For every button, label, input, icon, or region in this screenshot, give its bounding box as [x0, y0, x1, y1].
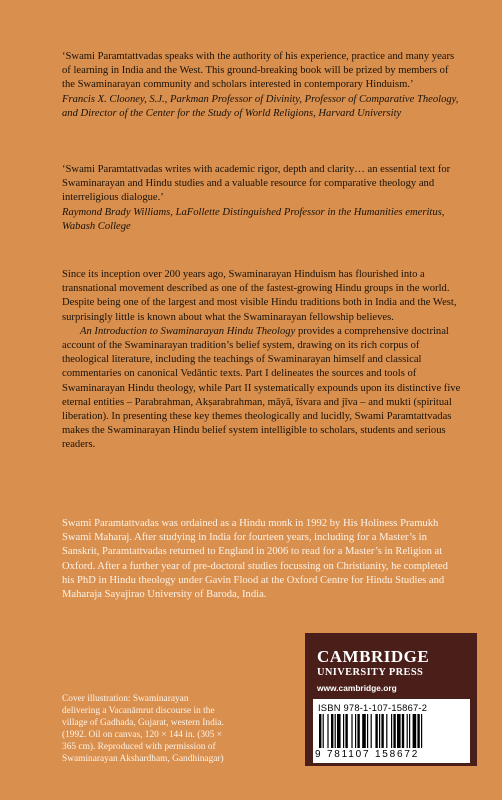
barcode-bar [327, 714, 328, 748]
barcode-bar [393, 714, 395, 748]
barcode-bar [413, 714, 417, 748]
barcode-bar [319, 714, 321, 748]
endorsement-2 [62, 163, 462, 234]
barcode-bar [343, 714, 344, 748]
publisher-url: www.cambridge.org [317, 683, 397, 693]
endorsement-1 [62, 50, 462, 121]
isbn-label: ISBN 978-1-107-15867-2 [318, 702, 428, 713]
barcode-bar [331, 714, 333, 748]
endorsement-quote: ‘Swami Paramtattvadas writes with academic rigor, depth and clarity… an essential text for Swaminarayan and Hindu studies and a valuable resource for comparative theology and interreligious dialogue.’ [62, 164, 451, 204]
barcode-bar [345, 714, 347, 748]
barcode-bars [317, 714, 467, 750]
barcode-bar [367, 714, 368, 748]
barcode-bar [379, 714, 380, 748]
barcode [313, 699, 470, 763]
publisher-subtitle: UNIVERSITY PRESS [317, 667, 424, 678]
barcode-bar [335, 714, 336, 748]
endorsement-attribution: Raymond Brady Williams, LaFollette Distinguished Professor in the Humanities emeritus, Wabash College [62, 206, 445, 232]
barcode-bar [323, 714, 324, 748]
book-title: An Introduction to Swaminarayan Hindu Theology [80, 325, 296, 337]
barcode-bar [371, 714, 372, 748]
publisher-name: CAMBRIDGE [317, 647, 430, 666]
barcode-bar [402, 714, 404, 748]
barcode-bar [407, 714, 408, 748]
barcode-bar [409, 714, 410, 748]
barcode-bar [391, 714, 392, 748]
barcode-bar [355, 714, 356, 748]
barcode-bar [386, 714, 387, 748]
description-paragraph: Since its inception over 200 years ago, Swaminarayan Hinduism has flourished into a transnational movement described as one of the fastest-growing Hindu groups in the world. Despite being one of the largest and most visible Hindu traditions both in India and the West, surprisingly little is known about what the Swaminarayan fellowship believes. [62, 269, 457, 323]
barcode-bar [417, 714, 419, 748]
description-text: provides a comprehensive doctrinal account of the Swaminarayan tradition’s belief system, drawing on its rich corpus of theological literature, including the teachings of Swaminarayan himself and classical commentaries on canonical Vedāntic texts. Part I delineates the sources and tools of Swaminarayan Hindu theology, while Part II systematically expounds upon its distinctive five eternal entities – Parabrahman, Akṣarabrahman, māyā, īśvara and jīva – and mukti (spiritual liberation). In presenting these key themes theologically and lucidly, Swami Paramtattvadas makes the Swaminarayan Hindu belief system intelligible to scholars, students and serious readers. [62, 325, 461, 451]
author-bio-text: Swami Paramtattvadas was ordained as a Hindu monk in 1992 by His Holiness Pramukh Swami Maharaj. After studying in India for fourteen years, including for a Master’s in Sanskrit, Paramtattvadas returned to England in 2006 to read for a Master’s in Religion at Oxford. After a further year of pre-doctoral studies focussing on Christianity, he completed his PhD in Hindu theology under Gavin Flood at the Oxford Centre for Hindu Studies and Maharaja Sayajirao University of Baroda, India. [62, 518, 448, 601]
book-description [62, 268, 462, 453]
description-paragraph [62, 325, 462, 453]
barcode-bar [421, 714, 422, 748]
barcode-bar [351, 714, 352, 748]
publisher-box [305, 633, 477, 766]
endorsement-quote: ‘Swami Paramtattvadas speaks with the authority of his experience, practice and many years of learning in India and the West. This ground-breaking book will be prized by members of the Swaminarayan community and scholars interested in contemporary Hinduism.’ [62, 51, 455, 91]
ean-digits: 9 781107 158672 [315, 749, 420, 760]
barcode-bar [375, 714, 377, 748]
barcode-bar [362, 714, 366, 748]
barcode-bar [337, 714, 341, 748]
barcode-bar [357, 714, 359, 748]
barcode-bar [381, 714, 383, 748]
endorsement-attribution: Francis X. Clooney, S.J., Parkman Professor of Divinity, Professor of Comparative Theology, and Director of the Center for the Study of World Religions, Harvard University [62, 93, 459, 119]
cover-caption: Cover illustration: Swaminarayan delivering a Vacanāmrut discourse in the village of Gadhada, Gujarat, western India. (1992. Oil on canvas, 120 × 144 in. (305 × 365 cm). Reproduced with permission of Swaminarayan Akshardham, Gandhinagar) [62, 694, 224, 765]
barcode-bar [397, 714, 401, 748]
author-bio [62, 517, 462, 602]
